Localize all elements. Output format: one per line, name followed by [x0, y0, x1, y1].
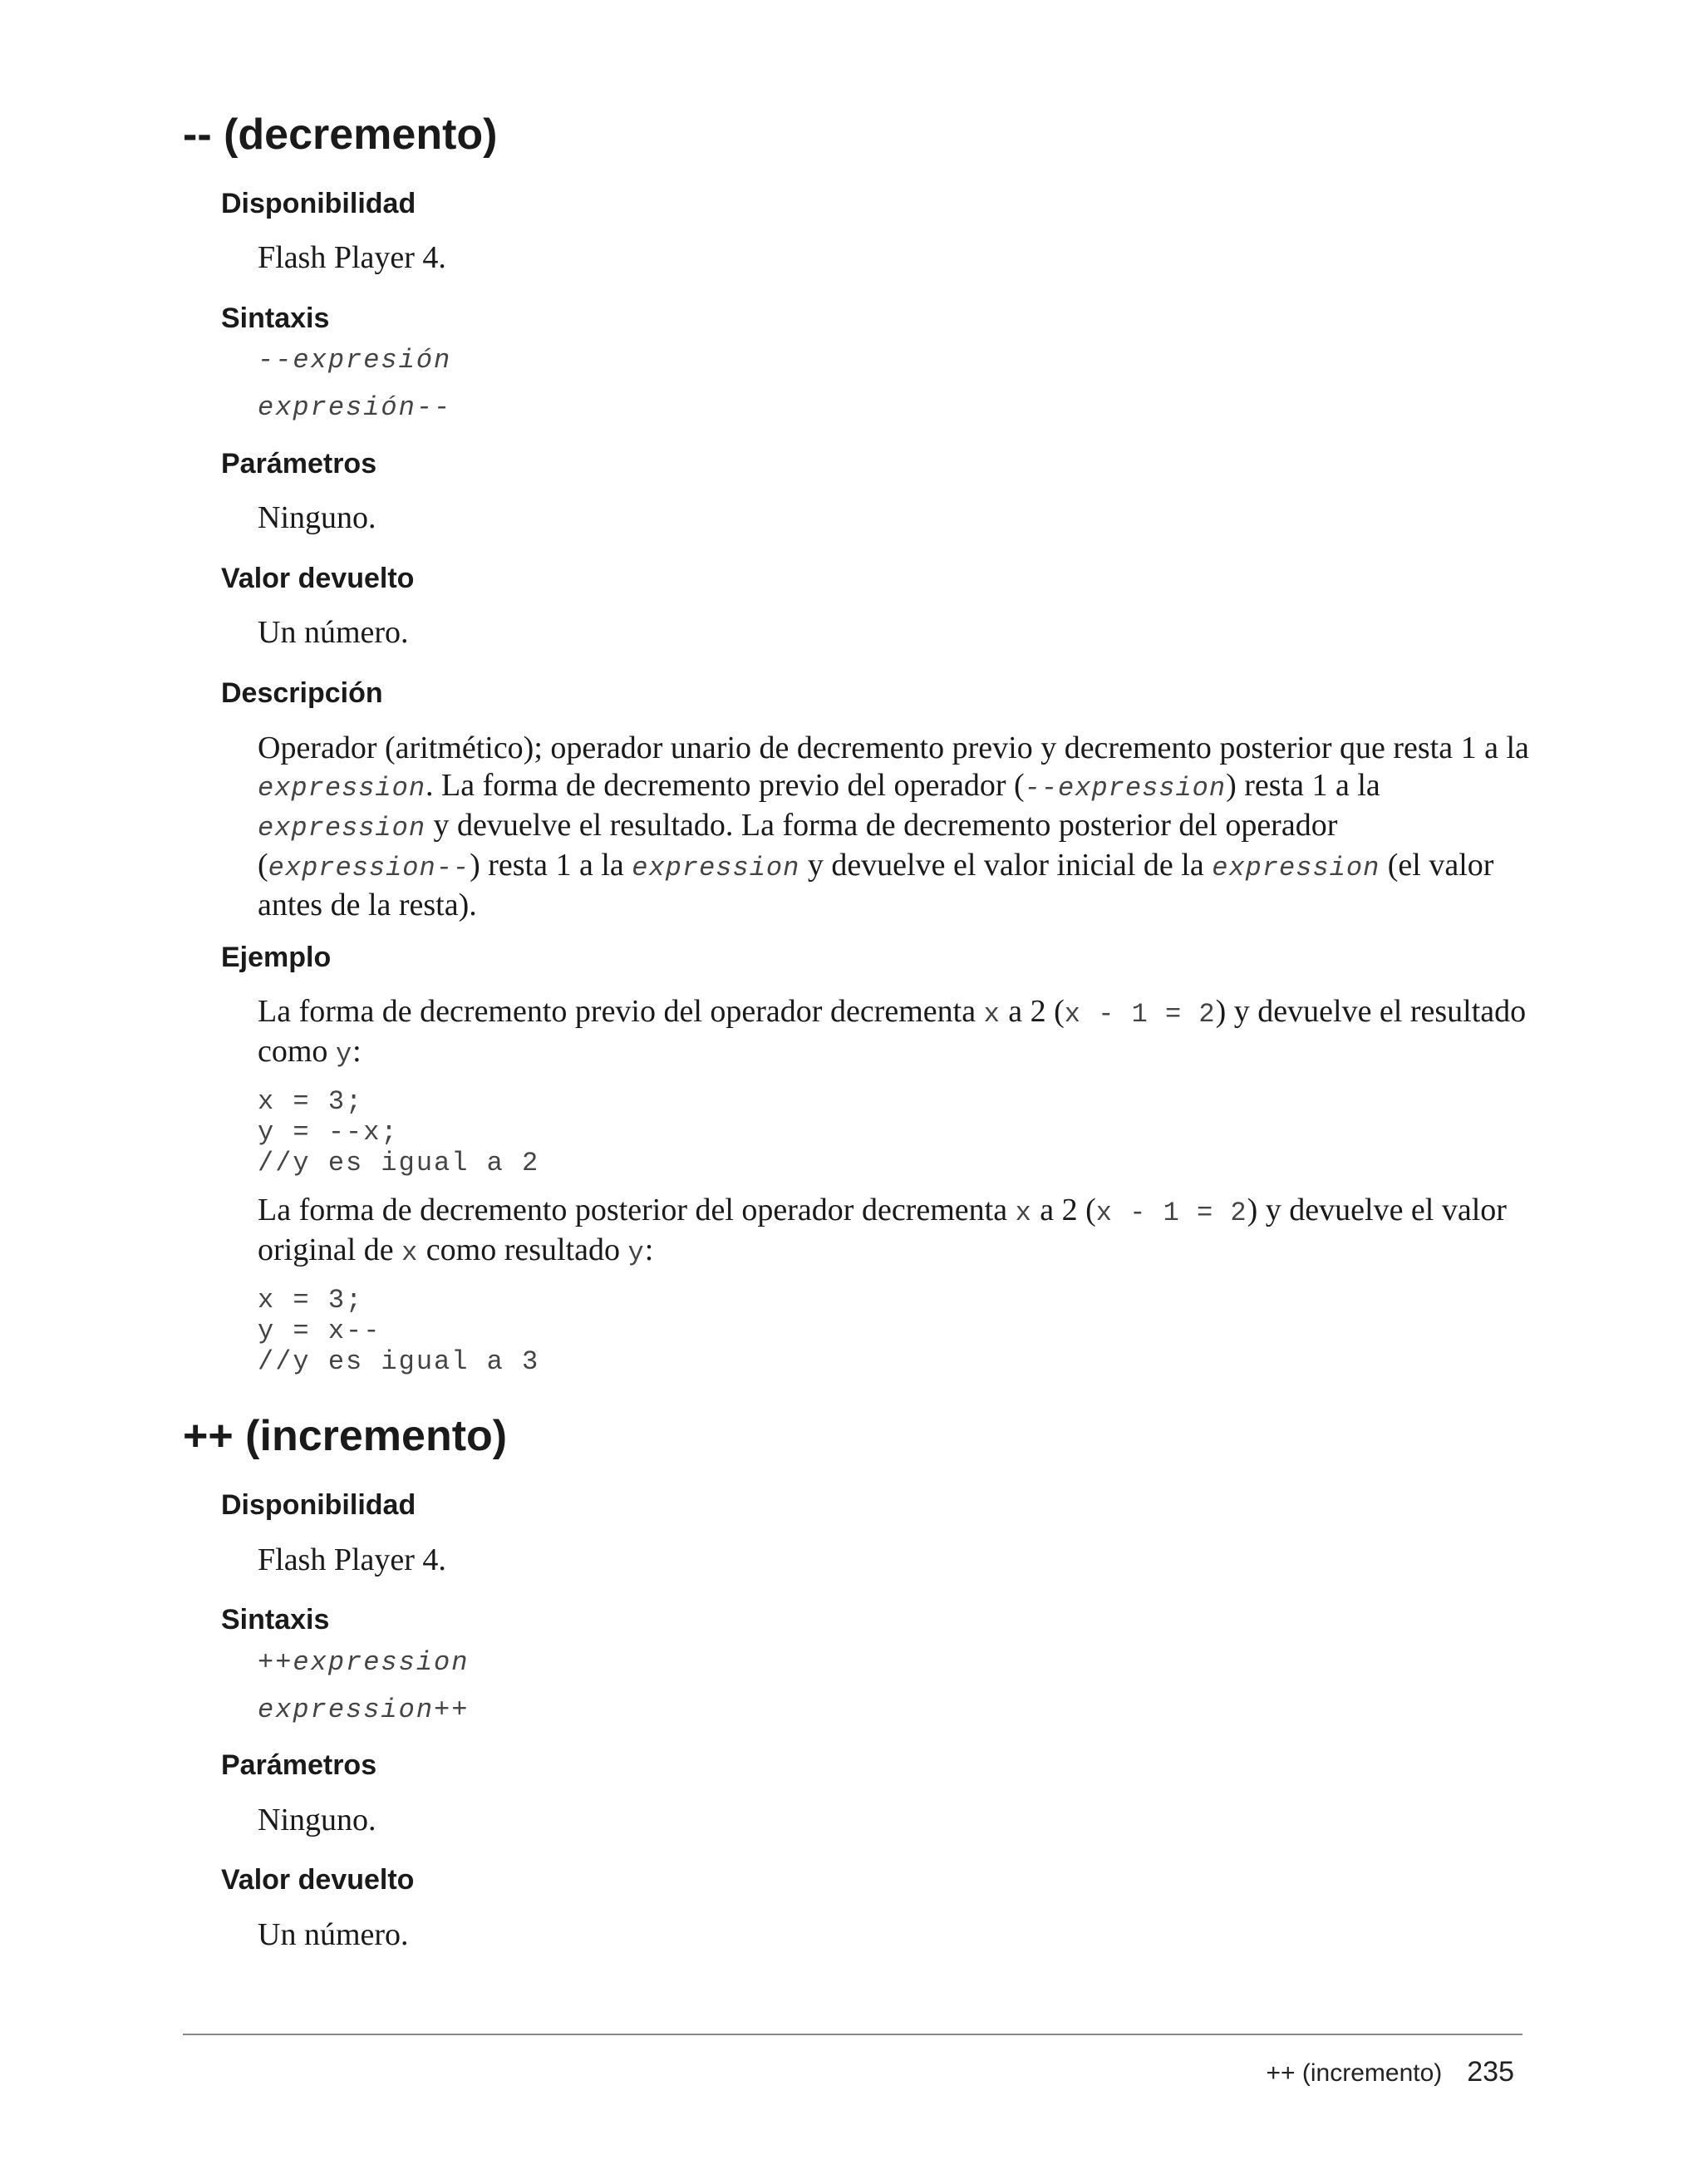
- code-line: x = 3;: [258, 1285, 364, 1316]
- syntax-line: expression++: [258, 1695, 470, 1725]
- inline-code: y: [335, 1039, 353, 1070]
- inline-code: expression: [632, 853, 800, 883]
- syntax-line: ++expression: [258, 1647, 470, 1678]
- parameters-text: Ninguno.: [258, 500, 376, 535]
- inline-code: x: [983, 999, 1001, 1030]
- example-paragraph: La forma de decremento posterior del operador decrementa x a 2 (x - 1 = 2) y devuelve el valor original de x como resultado y:: [258, 1193, 1507, 1268]
- code-block: [258, 1285, 539, 1377]
- code-line: x = 3;: [258, 1086, 364, 1117]
- heading-sintaxis: Sintaxis: [221, 303, 330, 334]
- section-title-incremento: ++ (incremento): [183, 1412, 508, 1460]
- inline-code: x: [1015, 1198, 1032, 1228]
- code-line: //y es igual a 3: [258, 1346, 540, 1377]
- inline-code: expression: [258, 773, 426, 804]
- page-footer: [1267, 2056, 1515, 2088]
- return-value-text: Un número.: [258, 615, 409, 650]
- inline-code: x - 1 = 2: [1095, 1198, 1247, 1228]
- heading-ejemplo: Ejemplo: [221, 942, 332, 973]
- description-paragraph: Operador (aritmético); operador unario de decremento previo y decremento posterior que resta 1 a la expression. La forma de decremento previo del operador (--expression) resta 1 a la expression y devuelve el resultado. La forma de decremento posterior del operador (expression--) resta 1 a la expression y devuelve el valor inicial de la expression (el valor antes de la resta).: [258, 730, 1529, 922]
- syntax-line: --expresión: [258, 345, 452, 376]
- syntax-line: expresión--: [258, 392, 452, 423]
- section-title-decremento: -- (decremento): [183, 111, 498, 159]
- example-paragraph: La forma de decremento previo del operador decrementa x a 2 (x - 1 = 2) y devuelve el resultado como y:: [258, 994, 1527, 1070]
- inline-code: --expression: [1024, 773, 1227, 804]
- return-value-text: Un número.: [258, 1917, 409, 1952]
- inline-code: x: [401, 1237, 419, 1268]
- heading-sintaxis: Sintaxis: [221, 1604, 330, 1636]
- heading-parametros: Parámetros: [221, 1749, 377, 1781]
- page-number: 235: [1467, 2056, 1514, 2088]
- inline-code: x - 1 = 2: [1064, 999, 1216, 1030]
- inline-code: expression--: [268, 853, 470, 883]
- code-line: y = x--: [258, 1316, 381, 1346]
- code-line: y = --x;: [258, 1117, 399, 1148]
- heading-valor-devuelto: Valor devuelto: [221, 563, 415, 594]
- heading-valor-devuelto: Valor devuelto: [221, 1864, 415, 1896]
- heading-disponibilidad: Disponibilidad: [221, 1489, 416, 1521]
- inline-code: expression: [1212, 853, 1380, 883]
- parameters-text: Ninguno.: [258, 1803, 376, 1837]
- inline-code: y: [627, 1237, 645, 1268]
- inline-code: expression: [258, 813, 426, 844]
- code-block: [258, 1086, 539, 1178]
- availability-text: Flash Player 4.: [258, 1542, 446, 1577]
- heading-disponibilidad: Disponibilidad: [221, 188, 416, 219]
- heading-parametros: Parámetros: [221, 448, 377, 480]
- availability-text: Flash Player 4.: [258, 240, 446, 275]
- footer-section-title: ++ (incremento): [1266, 2059, 1443, 2087]
- code-line: //y es igual a 2: [258, 1148, 540, 1178]
- footer-divider: [183, 2034, 1522, 2035]
- heading-descripcion: Descripción: [221, 677, 383, 709]
